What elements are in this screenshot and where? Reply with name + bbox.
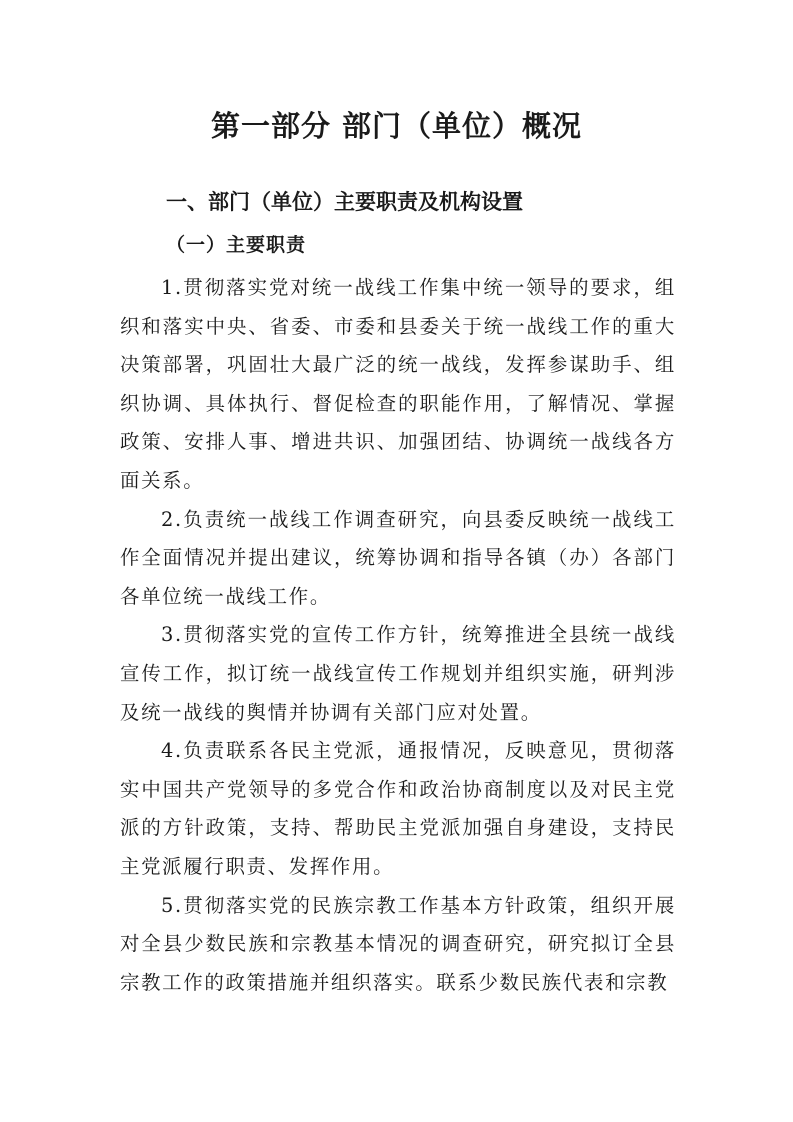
paragraph: 1.贯彻落实党对统一战线工作集中统一领导的要求，组织和落实中央、省委、市委和县委关于统一战线工作的重大决策部署，巩固壮大最广泛的统一战线，发挥参谋助手、组织协调、具体执行、督促检查的职能作用，了解情况、掌握政策、安排人事、增进共识、加强团结、协调统一战线各方面关系。 <box>120 276 676 492</box>
body-text <box>120 269 676 1002</box>
page-title: 第一部分 部门（单位）概况 <box>210 109 583 143</box>
paragraph: 2.负责统一战线工作调查研究，向县委反映统一战线工作全面情况并提出建议，统筹协调和指导各镇（办）各部门各单位统一战线工作。 <box>120 507 676 608</box>
paragraph: 4.负责联系各民主党派，通报情况，反映意见，贯彻落实中国共产党领导的多党合作和政治协商制度以及对民主党派的方针政策，支持、帮助民主党派加强自身建设，支持民主党派履行职责、发挥作用。 <box>120 739 676 878</box>
section-heading: 一、部门（单位）主要职责及机构设置 <box>166 190 523 214</box>
paragraph: 5.贯彻落实党的民族宗教工作基本方针政策，组织开展对全县少数民族和宗教基本情况的调查研究，研究拟订全县宗教工作的政策措施并组织落实。联系少数民族代表和宗教 <box>120 893 676 994</box>
paragraph: 3.贯彻落实党的宣传工作方针，统筹推进全县统一战线宣传工作，拟订统一战线宣传工作规划并组织实施，研判涉及统一战线的舆情并协调有关部门应对处置。 <box>120 623 676 724</box>
sub-heading: （一）主要职责 <box>166 234 307 256</box>
